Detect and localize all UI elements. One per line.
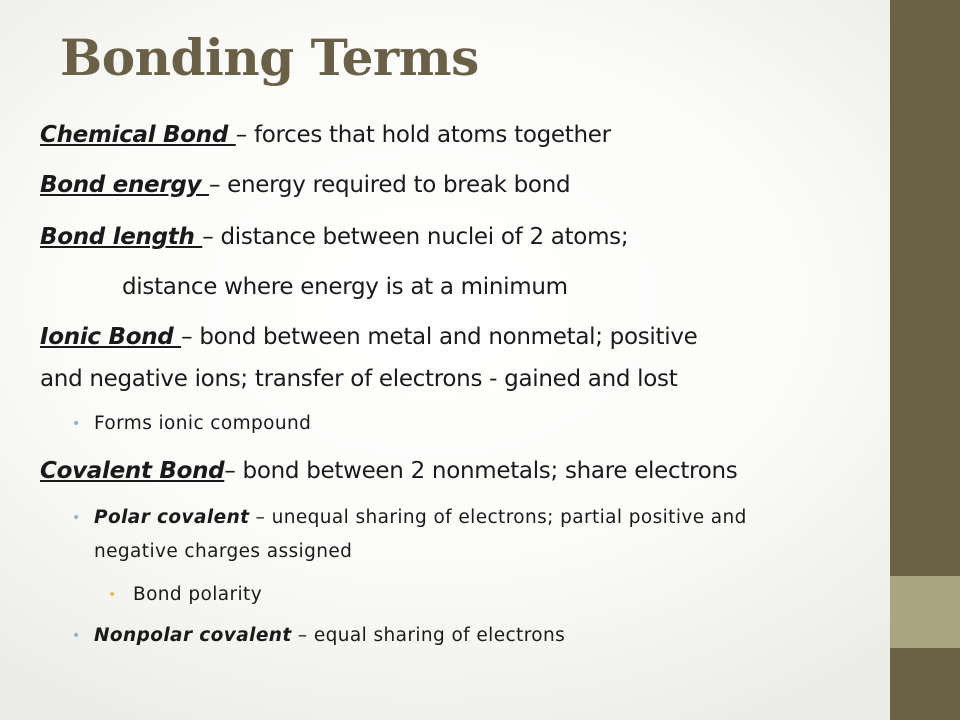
slide-title: Bonding Terms (60, 28, 479, 87)
sidebar-dark-band-bottom (890, 648, 960, 720)
bullet-dot-icon: • (72, 416, 81, 432)
definition-text: – energy required to break bond (208, 172, 571, 198)
definition-covalent-bond (40, 458, 737, 486)
definition-text: – bond between metal and nonmetal; positive (181, 324, 698, 350)
definition-ionic-bond-continued: and negative ions; transfer of electrons - gained and lost (40, 366, 678, 392)
bullet-definition: – unequal sharing of electrons; partial positive and (249, 507, 747, 528)
bullet-text: negative charges assigned (94, 541, 353, 562)
term-ionic-bond: Ionic Bond (40, 324, 182, 350)
bullet-text (94, 624, 565, 649)
definition-bond-length-continued: distance where energy is at a minimum (122, 274, 568, 300)
definition-chemical-bond (40, 122, 611, 150)
term-bond-energy: Bond energy (40, 172, 209, 198)
bullet-definition: – equal sharing of electrons (291, 625, 566, 646)
definition-text: – forces that hold atoms together (235, 122, 611, 148)
definition-bond-length (40, 224, 628, 252)
term-covalent-bond: Covalent Bond (40, 458, 225, 484)
bullet-dot-icon: • (108, 587, 117, 603)
definition-text: – bond between 2 nonmetals; share electrons (224, 458, 738, 484)
bullet-text (94, 506, 747, 531)
term-nonpolar-covalent: Nonpolar covalent (94, 625, 292, 646)
definition-bond-energy (40, 172, 570, 200)
definition-ionic-bond (40, 324, 698, 352)
sidebar-dark-band (890, 0, 960, 576)
bullet-text: Forms ionic compound (94, 413, 312, 434)
term-polar-covalent: Polar covalent (94, 507, 250, 528)
definition-text: – distance between nuclei of 2 atoms; (202, 224, 629, 250)
term-chemical-bond: Chemical Bond (40, 122, 236, 148)
slide-sidebar (890, 0, 960, 720)
bullet-dot-icon: • (72, 628, 81, 644)
sidebar-light-band (890, 576, 960, 648)
bullet-text: Bond polarity (133, 584, 263, 605)
bullet-dot-icon: • (72, 510, 81, 526)
term-bond-length: Bond length (40, 224, 203, 250)
